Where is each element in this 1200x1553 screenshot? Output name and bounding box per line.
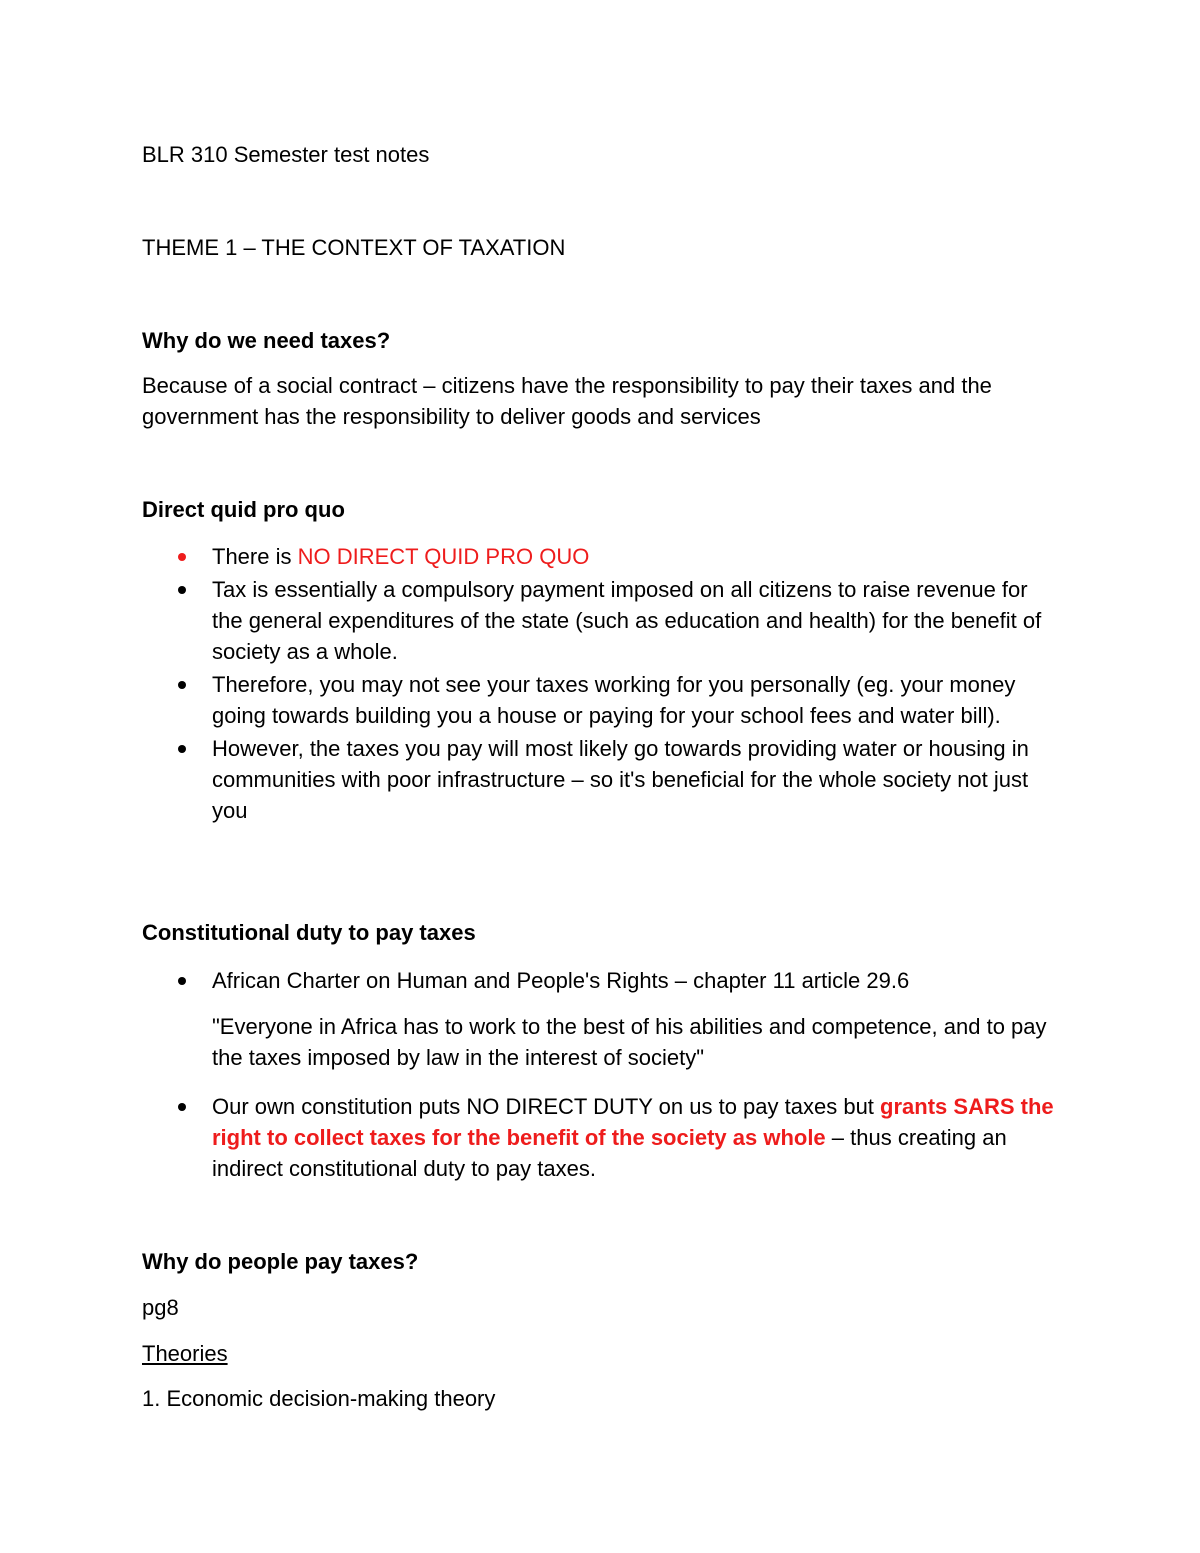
theme-title: THEME 1 – THE CONTEXT OF TAXATION [142,235,566,260]
list-item [142,541,1062,572]
bullet-text-highlight: NO DIRECT QUID PRO QUO [297,544,590,569]
bullet-icon [178,977,186,985]
paragraph-social-contract: Because of a social contract – citizens have the responsibility to pay their taxes and the government has the responsibility to deliver goods and services [142,373,992,429]
charter-list [142,965,1062,998]
list-item [142,669,1062,731]
bullet-text-highlight: grants SARS the right to collect taxes for the benefit of the society as whole [212,1094,1054,1150]
page-reference: pg8 [142,1295,179,1320]
list-item [142,1091,1062,1184]
heading-why-need-taxes: Why do we need taxes? [142,328,391,353]
bullet-icon [178,586,186,594]
heading-constitutional-duty: Constitutional duty to pay taxes [142,920,476,945]
quid-pro-quo-list [142,541,1062,828]
bullet-text-prefix: There is [212,544,298,569]
heading-quid-pro-quo: Direct quid pro quo [142,497,345,522]
heading-why-people-pay: Why do people pay taxes? [142,1249,419,1274]
theory-item: 1. Economic decision-making theory [142,1386,496,1411]
bullet-icon [178,681,186,689]
constitution-list [142,1091,1062,1186]
bullet-text: Therefore, you may not see your taxes working for you personally (eg. your money going towards building you a house or paying for your school fees and water bill). [212,672,1016,728]
bullet-icon [178,553,186,561]
bullet-icon [178,1103,186,1111]
list-item [142,574,1062,667]
document-title: BLR 310 Semester test notes [142,142,430,167]
bullet-text: African Charter on Human and People's Rights – chapter 11 article 29.6 [212,968,910,993]
theories-label: Theories [142,1341,228,1366]
list-item [142,733,1062,826]
bullet-text-suffix: – thus creating an indirect constitutional duty to pay taxes. [212,1125,1007,1181]
bullet-icon [178,745,186,753]
bullet-text: Tax is essentially a compulsory payment imposed on all citizens to raise revenue for the general expenditures of the state (such as education and health) for the benefit of society as a whole. [212,577,1042,664]
document-page [142,0,1062,1553]
charter-quote: "Everyone in Africa has to work to the best of his abilities and competence, and to pay the taxes imposed by law in the interest of society" [212,1014,1047,1070]
bullet-text-prefix: Our own constitution puts NO DIRECT DUTY on us to pay taxes but [212,1094,881,1119]
bullet-text: However, the taxes you pay will most likely go towards providing water or housing in communities with poor infrastructure – so it's beneficial for the whole society not just you [212,736,1029,823]
list-item [142,965,1062,996]
